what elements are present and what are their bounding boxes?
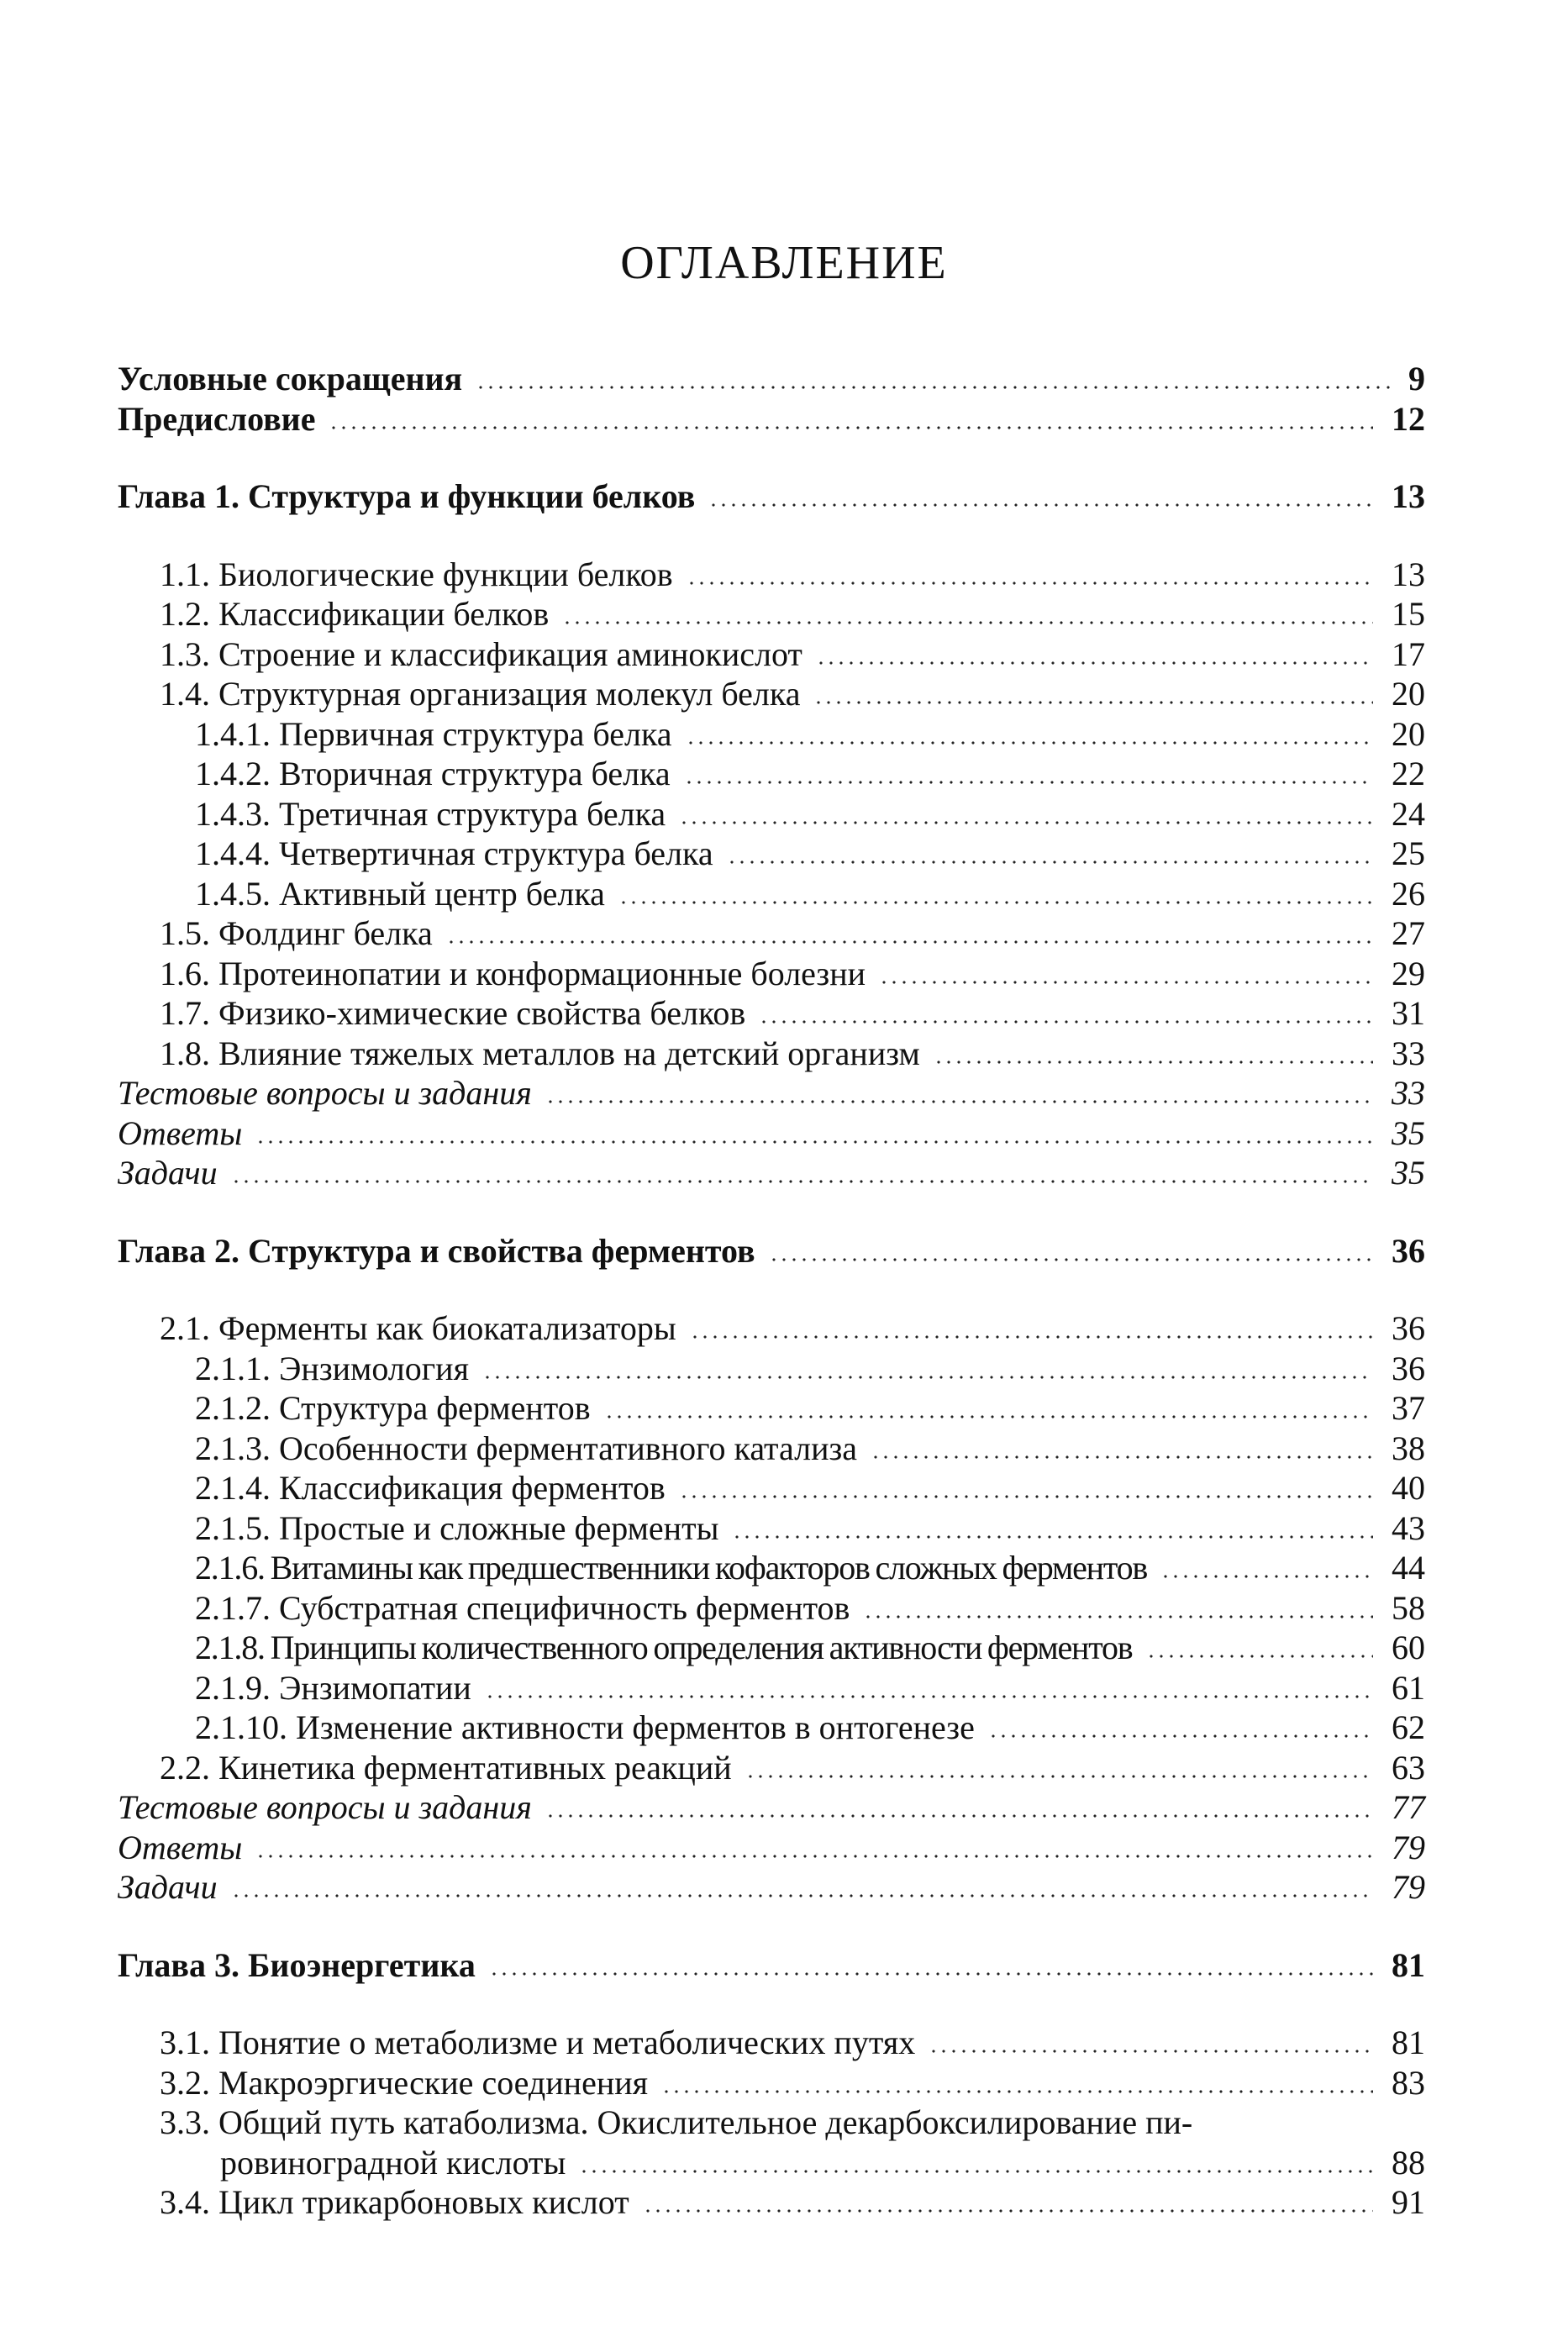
dot-leader: [679, 1495, 1373, 1498]
toc-page-number: 79: [1383, 1868, 1425, 1907]
toc-entry: [0, 1350, 1568, 1388]
toc-entry-title: 2.1.8. Принципы количественного определения активности ферментов: [195, 1629, 1141, 1667]
dot-leader: [1146, 1655, 1373, 1658]
toc-entry: [0, 1309, 1568, 1348]
toc-page-number: 35: [1383, 1114, 1425, 1153]
dot-leader: [1160, 1575, 1373, 1578]
toc-entry: [0, 1389, 1568, 1428]
dot-leader: [643, 2209, 1373, 2213]
dot-leader: [769, 1258, 1373, 1261]
toc-entry: [0, 834, 1568, 873]
toc-entry: [0, 2144, 1568, 2182]
dot-leader: [871, 1455, 1373, 1459]
dot-leader: [686, 741, 1373, 745]
toc-entry: [0, 715, 1568, 754]
toc-entry: [0, 1868, 1568, 1907]
toc-page-number: 13: [1383, 477, 1425, 516]
dot-leader: [661, 2090, 1373, 2093]
toc-page-number: 79: [1383, 1829, 1425, 1867]
toc-entry: [0, 1629, 1568, 1667]
toc-entry: [0, 1074, 1568, 1113]
toc-entry-title: 2.1.10. Изменение активности ферментов в онтогенезе: [195, 1708, 983, 1747]
dot-leader: [929, 2050, 1373, 2053]
dot-leader: [545, 1100, 1373, 1103]
dot-leader: [489, 1972, 1373, 1976]
toc-entry-title: Глава 2. Структура и свойства ферментов: [118, 1232, 764, 1271]
toc-entry: [0, 1154, 1568, 1192]
toc-entry-title: 1.3. Строение и классификация аминокислот: [160, 635, 811, 674]
toc-entry-title: 2.1.9. Энзимопатии: [195, 1669, 480, 1708]
toc-entry-title: 1.7. Физико-химические свойства белков: [160, 994, 754, 1033]
toc-entry-title: 2.1.2. Структура ферментов: [195, 1389, 599, 1428]
toc-entry-title: 1.4.1. Первичная структура белка: [195, 715, 681, 754]
dot-leader: [255, 1140, 1373, 1144]
toc-entry: [0, 875, 1568, 913]
toc-page-number: 40: [1383, 1469, 1425, 1508]
toc-page-number: 17: [1383, 635, 1425, 674]
toc-entry: [0, 955, 1568, 993]
toc-entry-title: 1.4.3. Третичная структура белка: [195, 795, 674, 834]
toc-page-number: 61: [1383, 1669, 1425, 1708]
dot-leader: [708, 503, 1373, 507]
toc-entry: [0, 1549, 1568, 1587]
toc-entry-title: 1.6. Протеинопатии и конформационные болезни: [160, 955, 874, 993]
toc-page-number: 27: [1383, 914, 1425, 953]
dot-leader: [690, 1335, 1373, 1339]
toc-page-number: 77: [1383, 1788, 1425, 1827]
toc-entry-title: ровиноградной кислоты: [220, 2144, 574, 2182]
toc-entry: [0, 2103, 1568, 2142]
dot-leader: [813, 701, 1373, 704]
toc-entry-title: Тестовые вопросы и задания: [118, 1788, 540, 1827]
toc-page-number: 58: [1383, 1589, 1425, 1628]
toc-page-number: 24: [1383, 795, 1425, 834]
toc-entry: [0, 2064, 1568, 2103]
toc-entry-title: 2.1.1. Энзимология: [195, 1350, 477, 1388]
toc-page-number: 81: [1383, 1946, 1425, 1985]
toc-page-number: 29: [1383, 955, 1425, 993]
toc-entry: [0, 994, 1568, 1033]
toc-page-number: 35: [1383, 1154, 1425, 1192]
dot-leader: [579, 2170, 1373, 2173]
toc-page-number: 91: [1383, 2183, 1425, 2222]
toc-entry-title: 2.1.4. Классификация ферментов: [195, 1469, 674, 1508]
dot-leader: [562, 621, 1373, 624]
toc-entry: [0, 1429, 1568, 1468]
toc-entry-title: Условные сокращения: [118, 360, 471, 398]
toc-entry: [0, 595, 1568, 634]
toc-entry: [0, 1034, 1568, 1073]
toc-entry: [0, 1829, 1568, 1867]
toc-entry-title: Глава 3. Биоэнергетика: [118, 1946, 484, 1985]
toc-entry-title: 2.2. Кинетика ферментативных реакций: [160, 1749, 740, 1787]
dot-leader: [446, 940, 1373, 944]
toc-page-number: 63: [1383, 1749, 1425, 1787]
toc-entry: [0, 1708, 1568, 1747]
toc-page-number: 31: [1383, 994, 1425, 1033]
dot-leader: [863, 1615, 1373, 1618]
toc-entry-title: 1.8. Влияние тяжелых металлов на детский организм: [160, 1034, 929, 1073]
toc-entry-title: 2.1.3. Особенности ферментативного катализа: [195, 1429, 866, 1468]
dot-leader: [727, 860, 1373, 864]
toc-page-number: 13: [1383, 555, 1425, 594]
toc-page-number: 33: [1383, 1074, 1425, 1113]
toc-page-number: 36: [1383, 1232, 1425, 1271]
toc-entry: [0, 1232, 1568, 1271]
toc-entry-title: 1.2. Классификации белков: [160, 595, 557, 634]
toc-entry: [0, 1114, 1568, 1153]
toc-page-number: 83: [1383, 2064, 1425, 2103]
toc-entry-title: 1.4.2. Вторичная структура белка: [195, 755, 679, 793]
toc-entry: [0, 675, 1568, 713]
toc-entry-title: Предисловие: [118, 400, 324, 439]
toc-entry-title: Тестовые вопросы и задания: [118, 1074, 540, 1113]
toc-page-number: 43: [1383, 1509, 1425, 1548]
toc-page-number: 88: [1383, 2144, 1425, 2182]
dot-leader: [745, 1775, 1373, 1778]
toc-entry-title: 3.4. Цикл трикарбоновых кислот: [160, 2183, 638, 2222]
toc-page-number: 44: [1383, 1549, 1425, 1587]
dot-leader: [329, 426, 1373, 429]
toc-entry: [0, 1946, 1568, 1985]
toc-page-number: 33: [1383, 1034, 1425, 1073]
toc-entry: [0, 795, 1568, 834]
dot-leader: [485, 1695, 1373, 1698]
page-title: ОГЛАВЛЕНИЕ: [620, 237, 948, 289]
toc-page-number: 15: [1383, 595, 1425, 634]
toc-page-number: 9: [1400, 360, 1425, 398]
dot-leader: [684, 781, 1373, 784]
toc-entry: [0, 1589, 1568, 1628]
dot-leader: [231, 1180, 1373, 1183]
toc-page-number: 25: [1383, 834, 1425, 873]
toc-entry-title: 1.4.5. Активный центр белка: [195, 875, 613, 913]
toc-page-number: 81: [1383, 2024, 1425, 2062]
dot-leader: [816, 661, 1373, 665]
toc-entry-title: 2.1.7. Субстратная специфичность ферментов: [195, 1589, 858, 1628]
toc-entry-title: 1.4.4. Четвертичная структура белка: [195, 834, 722, 873]
dot-leader: [231, 1894, 1373, 1897]
dot-leader: [618, 901, 1373, 904]
dot-leader: [255, 1855, 1373, 1858]
toc-page-number: 26: [1383, 875, 1425, 913]
toc-entry: [0, 555, 1568, 594]
dot-leader: [988, 1734, 1373, 1738]
toc-entry-title: Глава 1. Структура и функции белков: [118, 477, 703, 516]
toc-entry-title: 2.1. Ферменты как биокатализаторы: [160, 1309, 685, 1348]
toc-page-number: 38: [1383, 1429, 1425, 1468]
toc-entry-title: 2.1.6. Витамины как предшественники кофакторов сложных ферментов: [195, 1549, 1155, 1587]
toc-page-number: 12: [1383, 400, 1425, 439]
toc-entry: [0, 2024, 1568, 2062]
toc-entry: [0, 1509, 1568, 1548]
toc-entry: [0, 1749, 1568, 1787]
toc-page-number: 22: [1383, 755, 1425, 793]
toc-page-number: 60: [1383, 1629, 1425, 1667]
toc-entry-title: 3.1. Понятие о метаболизме и метаболических путях: [160, 2024, 923, 2062]
toc-entry: [0, 1469, 1568, 1508]
toc-entry-title: 3.2. Макроэргические соединения: [160, 2064, 656, 2103]
toc-entry: [0, 2183, 1568, 2222]
toc-entry-title: 1.5. Фолдинг белка: [160, 914, 441, 953]
toc-page-number: 36: [1383, 1309, 1425, 1348]
toc-page-number: 62: [1383, 1708, 1425, 1747]
toc-entry: [0, 1669, 1568, 1708]
dot-leader: [476, 386, 1390, 389]
toc-page-number: 36: [1383, 1350, 1425, 1388]
toc-entry-title: 1.1. Биологические функции белков: [160, 555, 681, 594]
toc-entry-title: Задачи: [118, 1868, 226, 1907]
toc-entry: [0, 477, 1568, 516]
toc-page-number: 20: [1383, 715, 1425, 754]
toc-entry-title: Ответы: [118, 1114, 250, 1153]
dot-leader: [604, 1415, 1373, 1418]
toc-page-number: 20: [1383, 675, 1425, 713]
dot-leader: [545, 1814, 1373, 1818]
toc-entry-title: Задачи: [118, 1154, 226, 1192]
dot-leader: [732, 1535, 1373, 1539]
toc-entry-title: 2.1.5. Простые и сложные ферменты: [195, 1509, 727, 1548]
toc-page-number: 37: [1383, 1389, 1425, 1428]
toc-entry: [0, 755, 1568, 793]
toc-entry: [0, 360, 1568, 398]
dot-leader: [879, 981, 1373, 984]
dot-leader: [679, 821, 1373, 824]
toc-entry: [0, 1788, 1568, 1827]
dot-leader: [934, 1060, 1373, 1064]
toc-entry: [0, 400, 1568, 439]
dot-leader: [759, 1020, 1373, 1024]
dot-leader: [687, 582, 1373, 585]
toc-entry: [0, 635, 1568, 674]
toc-entry-title: Ответы: [118, 1829, 250, 1867]
toc-entry-title: 1.4. Структурная организация молекул белка: [160, 675, 808, 713]
dot-leader: [482, 1376, 1373, 1379]
toc-entry-title: 3.3. Общий путь катаболизма. Окислительное декарбоксилирование пи-: [160, 2103, 1201, 2142]
toc-entry: [0, 914, 1568, 953]
